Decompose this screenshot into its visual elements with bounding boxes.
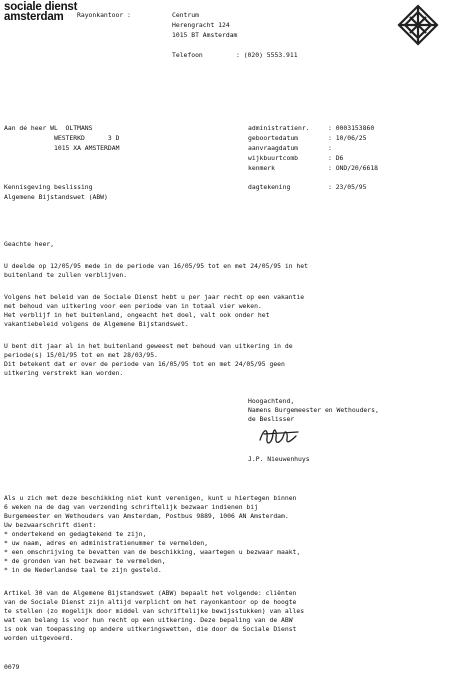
article30-line: te stellen (zo mogelijk door middel van schriftelijke bewijsstukken) van alles bbox=[4, 607, 305, 615]
objection-line: Uw bezwaarschrift dient: bbox=[4, 521, 97, 529]
signatory-name: J.P. Nieuwenhuys bbox=[248, 455, 310, 463]
objection-bullet: * uw naam, adres en administratienummer te vermelden, bbox=[4, 539, 208, 547]
objection-bullet: * een omschrijving te bevatten van de beschikking, waartegen u bezwaar maakt, bbox=[4, 548, 301, 556]
brand-line-1: sociale dienst bbox=[4, 1, 78, 13]
office-city: 1015 BT Amsterdam bbox=[172, 31, 238, 39]
objection-line: Als u zich met deze beschikking niet kunt verenigen, kunt u hiertegen binnen bbox=[4, 494, 297, 502]
office-name: Centrum bbox=[172, 11, 199, 19]
ref-label-reference: kenmerk bbox=[248, 164, 275, 172]
date-label: dagtekening bbox=[248, 183, 291, 191]
ref-value-applydate: : bbox=[328, 144, 332, 152]
ref-label-applydate: aanvraagdatum bbox=[248, 144, 299, 152]
subject-line-1: Kennisgeving beslissing bbox=[4, 183, 93, 191]
sociale-dienst-logo-icon bbox=[396, 3, 440, 47]
objection-bullet: * ondertekend en gedagtekend te zijn, bbox=[4, 530, 147, 538]
ref-label-admin: administratienr. bbox=[248, 124, 310, 132]
ref-value-admin: : 0003153860 bbox=[328, 124, 375, 132]
article30-line: Artikel 30 van de Algemene Bijstandswet (ABW) bepaalt het volgende: cliënten bbox=[4, 589, 297, 597]
article30-line: is ook van toepassing op andere uitkeringswetten, die door de Sociale Dienst bbox=[4, 625, 297, 633]
article30-line: van de Sociale Dienst zijn altijd verplicht om het rayonkantoor op de hoogte bbox=[4, 598, 297, 606]
phone-value: : (020) 5553.911 bbox=[236, 51, 298, 59]
article30-line: wat van belang is voor hun recht op een uitkering. Deze bepaling van de ABW bbox=[4, 616, 293, 624]
article30-line: worden uitgevoerd. bbox=[4, 634, 74, 642]
ref-label-district: wijkbuurtcomb bbox=[248, 154, 299, 162]
addressee-line-3: 1015 XA AMSTERDAM bbox=[4, 144, 120, 152]
para3-line: uitkering verstrekt kan worden. bbox=[4, 369, 124, 377]
date-value: : 23/05/95 bbox=[328, 183, 367, 191]
closing-line-2: Namens Burgemeester en Wethouders, bbox=[248, 406, 379, 414]
closing-line-1: Hoogachtend, bbox=[248, 397, 295, 405]
para2-line: Het verblijf in het buitenland, ongeacht het doel, valt ook onder het bbox=[4, 311, 270, 319]
footer-code: 0079 bbox=[4, 663, 20, 671]
para1-line: U deelde op 12/05/95 mede in de periode van 16/05/95 tot en met 24/05/95 in het bbox=[4, 262, 308, 270]
signature-icon bbox=[258, 424, 302, 448]
ref-value-reference: : OND/20/6618 bbox=[328, 164, 379, 172]
addressee-line-2: WESTERKD 3 D bbox=[4, 134, 120, 142]
addressee-line-1: Aan de heer WL OLTMANS bbox=[4, 124, 93, 132]
salutation: Geachte heer, bbox=[4, 240, 55, 248]
ref-value-birthdate: : 10/06/25 bbox=[328, 134, 367, 142]
objection-bullet: * in de Nederlandse taal te zijn gesteld. bbox=[4, 566, 162, 574]
para3-line: periode(s) 15/01/95 tot en met 28/03/95. bbox=[4, 351, 158, 359]
objection-line: 6 weken na de dag van verzending schriftelijk bezwaar indienen bij bbox=[4, 503, 258, 511]
office-street: Herengracht 124 bbox=[172, 21, 230, 29]
para3-line: U bent dit jaar al in het buitenland geweest met behoud van uitkering in de bbox=[4, 342, 293, 350]
para3-line: Dit betekent dat er over de periode van 16/05/95 tot en met 24/05/95 geen bbox=[4, 360, 285, 368]
para2-line: met behoud van uitkering voor een periode van in totaal vier weken. bbox=[4, 302, 262, 310]
objection-bullet: * de gronden van het bezwaar te vermelden, bbox=[4, 557, 166, 565]
closing-line-3: de Beslisser bbox=[248, 415, 295, 423]
office-label: Rayonkantoor : bbox=[77, 11, 131, 19]
brand-line-2: amsterdam bbox=[4, 11, 64, 23]
ref-label-birthdate: geboortedatum bbox=[248, 134, 299, 142]
phone-label: Telefoon bbox=[172, 51, 203, 59]
para2-line: vakantiebeleid volgens de Algemene Bijstandswet. bbox=[4, 320, 189, 328]
para2-line: Volgens het beleid van de Sociale Dienst hebt u per jaar recht op een vakantie bbox=[4, 293, 305, 301]
para1-line: buitenland te zullen verblijven. bbox=[4, 271, 128, 279]
objection-line: Burgemeester en Wethouders van Amsterdam, Postbus 9889, 1006 AN Amsterdam. bbox=[4, 512, 289, 520]
subject-line-2: Algemene Bijstandswet (ABW) bbox=[4, 193, 108, 201]
ref-value-district: : D6 bbox=[328, 154, 344, 162]
